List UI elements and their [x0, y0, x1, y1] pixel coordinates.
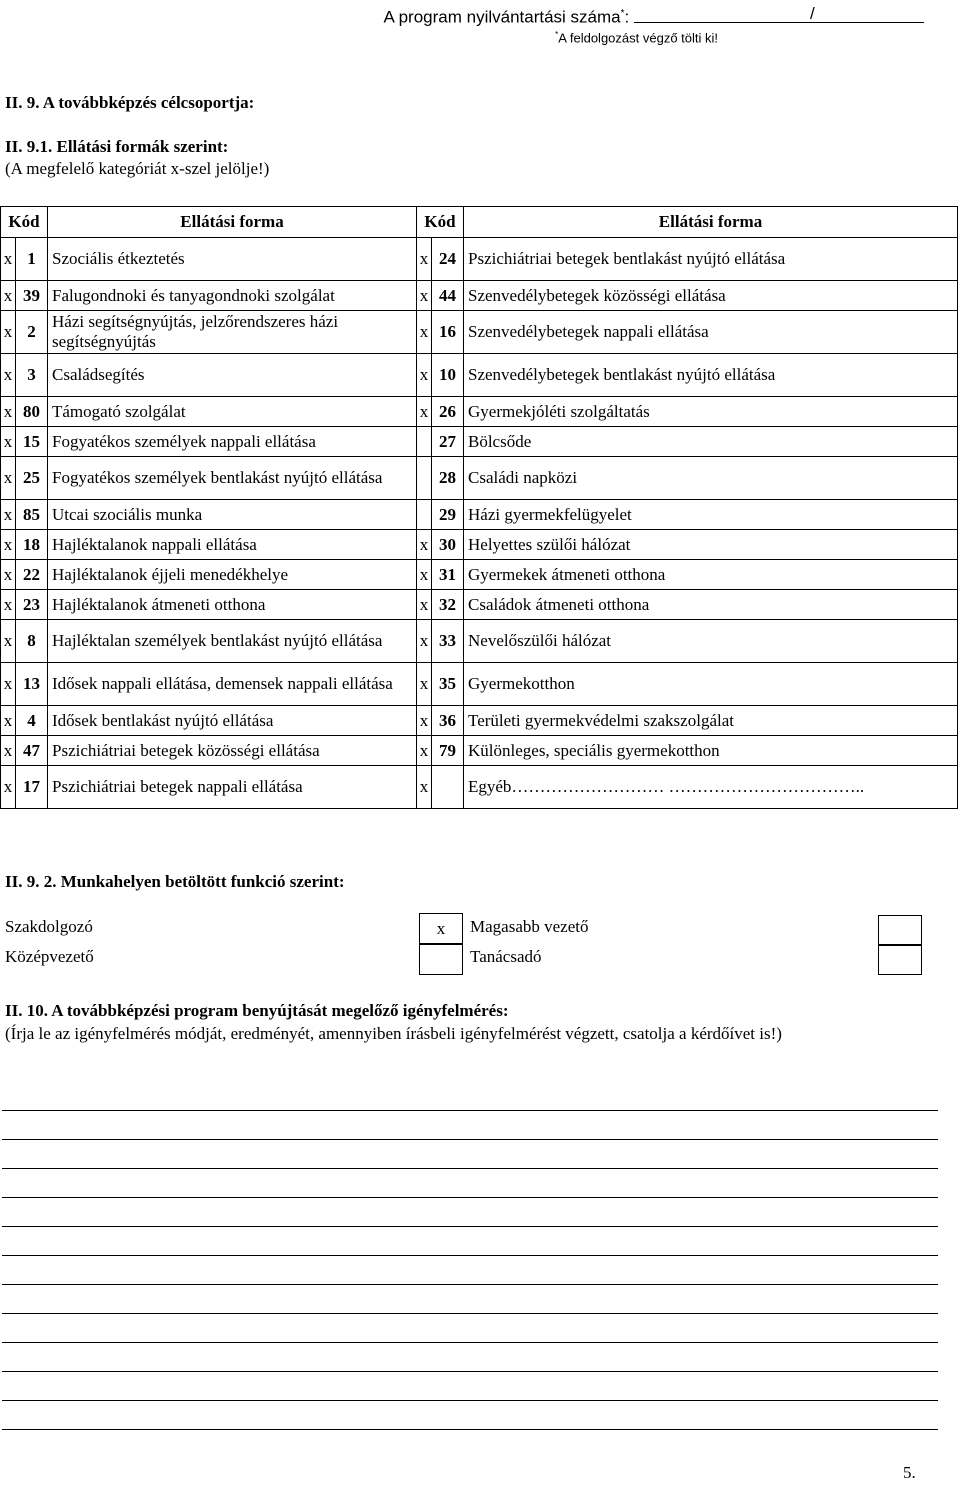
- answer-line[interactable]: [2, 1429, 938, 1430]
- form-cell-right: Gyermekjóléti szolgáltatás: [464, 397, 958, 427]
- form-cell-right: Helyettes szülői hálózat: [464, 530, 958, 560]
- role-tanacsado-label: Tanácsadó: [470, 947, 542, 966]
- mark-cell-left[interactable]: x: [1, 663, 16, 706]
- form-cell-left: Fogyatékos személyek bentlakást nyújtó ellátása: [48, 457, 417, 500]
- form-cell-right: Nevelőszülői hálózat: [464, 620, 958, 663]
- form-cell-left: Pszichiátriai betegek nappali ellátása: [48, 766, 417, 809]
- code-cell-left: 22: [16, 560, 48, 590]
- code-cell-right: 36: [432, 706, 464, 736]
- form-cell-left: Falugondnoki és tanyagondnoki szolgálat: [48, 281, 417, 311]
- mark-cell-right[interactable]: x: [417, 663, 432, 706]
- code-cell-right: 16: [432, 311, 464, 354]
- form-cell-right: Pszichiátriai betegek bentlakást nyújtó ellátása: [464, 238, 958, 281]
- program-number-label: A program nyilvántartási száma: [383, 7, 621, 27]
- answer-line[interactable]: [2, 1371, 938, 1372]
- form-cell-right: Bölcsőde: [464, 427, 958, 457]
- code-cell-right: 26: [432, 397, 464, 427]
- code-cell-right: 32: [432, 590, 464, 620]
- form-cell-right: Gyermekek átmeneti otthona: [464, 560, 958, 590]
- answer-line[interactable]: [2, 1400, 938, 1401]
- table-row: [1, 706, 958, 736]
- form-cell-left: Utcai szociális munka: [48, 500, 417, 530]
- form-cell-right: Különleges, speciális gyermekotthon: [464, 736, 958, 766]
- mark-cell-left[interactable]: x: [1, 590, 16, 620]
- code-cell-right: 79: [432, 736, 464, 766]
- form-cell-left: Idősek nappali ellátása, demensek nappali ellátása: [48, 663, 417, 706]
- answer-line[interactable]: [2, 1197, 938, 1198]
- table-row: [1, 457, 958, 500]
- code-cell-right: 31: [432, 560, 464, 590]
- form-cell-left: Hajléktalan személyek bentlakást nyújtó ellátása: [48, 620, 417, 663]
- mark-cell-right[interactable]: x: [417, 706, 432, 736]
- code-cell-left: 23: [16, 590, 48, 620]
- code-cell-right: 35: [432, 663, 464, 706]
- code-cell-right: 27: [432, 427, 464, 457]
- answer-line[interactable]: [2, 1284, 938, 1285]
- form-cell-left: Fogyatékos személyek nappali ellátása: [48, 427, 417, 457]
- role-tanacsado-checkbox[interactable]: [878, 944, 922, 975]
- answer-line[interactable]: [2, 1168, 938, 1169]
- form-cell-left: Hajléktalanok nappali ellátása: [48, 530, 417, 560]
- answer-line[interactable]: [2, 1342, 938, 1343]
- form-cell-left: Hajléktalanok éjjeli menedékhelye: [48, 560, 417, 590]
- answer-line[interactable]: [2, 1255, 938, 1256]
- form-cell-left: Szociális étkeztetés: [48, 238, 417, 281]
- mark-cell-left[interactable]: x: [1, 427, 16, 457]
- table-row: [1, 663, 958, 706]
- header-form-2: Ellátási forma: [464, 207, 958, 238]
- form-cell-right: Területi gyermekvédelmi szakszolgálat: [464, 706, 958, 736]
- mark-cell-left[interactable]: x: [1, 766, 16, 809]
- form-cell-right: Családi napközi: [464, 457, 958, 500]
- section-9-1-hint: (A megfelelő kategóriát x-szel jelölje!): [5, 159, 270, 178]
- role-magasabb-checkbox[interactable]: [878, 915, 922, 946]
- header-code-1: Kód: [1, 207, 48, 238]
- table-row: [1, 766, 958, 809]
- section-9-1-title: II. 9.1. Ellátási formák szerint:: [5, 137, 229, 156]
- section-10-title: II. 10. A továbbképzési program benyújtását megelőző igényfelmérés:: [5, 1001, 509, 1020]
- mark-cell-left[interactable]: x: [1, 457, 16, 500]
- program-number-field[interactable]: /: [634, 8, 924, 23]
- form-cell-right: Egyéb……………………… ……………………………..: [464, 766, 958, 809]
- mark-cell-right[interactable]: [417, 427, 432, 457]
- mark-cell-right[interactable]: x: [417, 397, 432, 427]
- table-row: [1, 281, 958, 311]
- mark-cell-left[interactable]: x: [1, 706, 16, 736]
- mark-cell-right[interactable]: x: [417, 766, 432, 809]
- table-row: [1, 530, 958, 560]
- mark-cell-left[interactable]: x: [1, 530, 16, 560]
- header-form-1: Ellátási forma: [48, 207, 417, 238]
- mark-cell-right[interactable]: x: [417, 238, 432, 281]
- form-cell-left: Idősek bentlakást nyújtó ellátása: [48, 706, 417, 736]
- form-cell-right: Gyermekotthon: [464, 663, 958, 706]
- mark-cell-left[interactable]: x: [1, 354, 16, 397]
- form-cell-right: Házi gyermekfelügyelet: [464, 500, 958, 530]
- mark-cell-right[interactable]: x: [417, 354, 432, 397]
- mark-cell-left[interactable]: x: [1, 311, 16, 354]
- code-cell-left: 80: [16, 397, 48, 427]
- form-cell-right: Szenvedélybetegek közösségi ellátása: [464, 281, 958, 311]
- answer-line[interactable]: [2, 1110, 938, 1111]
- table-row: [1, 620, 958, 663]
- form-cell-right: Családok átmeneti otthona: [464, 590, 958, 620]
- mark-cell-left[interactable]: x: [1, 238, 16, 281]
- admin-note: *A feldolgozást végző tölti ki!: [555, 29, 718, 45]
- table-row: [1, 500, 958, 530]
- mark-cell-left[interactable]: x: [1, 500, 16, 530]
- mark-cell-left[interactable]: x: [1, 281, 16, 311]
- answer-line[interactable]: [2, 1313, 938, 1314]
- table-row: [1, 560, 958, 590]
- code-cell-right: 24: [432, 238, 464, 281]
- form-cell-left: Családsegítés: [48, 354, 417, 397]
- code-cell-right: 44: [432, 281, 464, 311]
- form-cell-left: Hajléktalanok átmeneti otthona: [48, 590, 417, 620]
- mark-cell-right[interactable]: x: [417, 590, 432, 620]
- code-cell-left: 18: [16, 530, 48, 560]
- mark-cell-right[interactable]: x: [417, 560, 432, 590]
- mark-cell-left[interactable]: x: [1, 560, 16, 590]
- mark-cell-right[interactable]: x: [417, 620, 432, 663]
- code-cell-left: 15: [16, 427, 48, 457]
- role-szakdolgozo-checkbox[interactable]: x: [419, 913, 463, 945]
- mark-cell-left[interactable]: x: [1, 397, 16, 427]
- code-cell-left: 3: [16, 354, 48, 397]
- form-cell-right: Szenvedélybetegek nappali ellátása: [464, 311, 958, 354]
- table-row: [1, 397, 958, 427]
- table-row: [1, 238, 958, 281]
- code-cell-right: [432, 766, 464, 809]
- form-cell-left: Házi segítségnyújtás, jelzőrendszeres házi segítségnyújtás: [48, 311, 417, 354]
- code-cell-right: 29: [432, 500, 464, 530]
- role-magasabb-label: Magasabb vezető: [470, 917, 589, 936]
- section-9-title: II. 9. A továbbképzés célcsoportja:: [5, 93, 255, 112]
- code-cell-right: 10: [432, 354, 464, 397]
- code-cell-left: 1: [16, 238, 48, 281]
- header-code-2: Kód: [417, 207, 464, 238]
- form-cell-left: Támogató szolgálat: [48, 397, 417, 427]
- mark-cell-left[interactable]: x: [1, 620, 16, 663]
- table-row: [1, 427, 958, 457]
- table-row: [1, 354, 958, 397]
- mark-cell-right[interactable]: [417, 500, 432, 530]
- code-cell-left: 47: [16, 736, 48, 766]
- mark-cell-right[interactable]: [417, 457, 432, 500]
- answer-line[interactable]: [2, 1226, 938, 1227]
- code-cell-left: 13: [16, 663, 48, 706]
- role-kozepvezeto-label: Középvezető: [5, 947, 94, 966]
- role-szakdolgozo-label: Szakdolgozó: [5, 917, 93, 936]
- table-row: [1, 736, 958, 766]
- mark-cell-right[interactable]: x: [417, 311, 432, 354]
- answer-line[interactable]: [2, 1139, 938, 1140]
- code-cell-right: 30: [432, 530, 464, 560]
- mark-cell-right[interactable]: x: [417, 736, 432, 766]
- form-cell-left: Pszichiátriai betegek közösségi ellátása: [48, 736, 417, 766]
- code-cell-left: 17: [16, 766, 48, 809]
- registration-header: A program nyilvántartási száma*: / *A feldolgozást végző tölti ki!: [383, 4, 924, 45]
- code-cell-right: 28: [432, 457, 464, 500]
- table-row: [1, 311, 958, 354]
- mark-cell-right[interactable]: x: [417, 281, 432, 311]
- code-cell-left: 4: [16, 706, 48, 736]
- section-10-hint: (Írja le az igényfelmérés módját, eredményét, amennyiben írásbeli igényfelmérést végzett, csatolja a kérdőívet is!): [5, 1024, 782, 1043]
- page-number: 5.: [903, 1463, 916, 1482]
- section-9-2-title: II. 9. 2. Munkahelyen betöltött funkció szerint:: [5, 872, 345, 891]
- code-cell-left: 39: [16, 281, 48, 311]
- code-cell-left: 25: [16, 457, 48, 500]
- form-cell-right: Szenvedélybetegek bentlakást nyújtó ellátása: [464, 354, 958, 397]
- care-forms-table: [0, 206, 958, 809]
- code-cell-left: 85: [16, 500, 48, 530]
- code-cell-right: 33: [432, 620, 464, 663]
- code-cell-left: 2: [16, 311, 48, 354]
- mark-cell-right[interactable]: x: [417, 530, 432, 560]
- code-cell-left: 8: [16, 620, 48, 663]
- table-header-row: [1, 207, 958, 238]
- role-kozepvezeto-checkbox[interactable]: [419, 943, 463, 975]
- mark-cell-left[interactable]: x: [1, 736, 16, 766]
- table-row: [1, 590, 958, 620]
